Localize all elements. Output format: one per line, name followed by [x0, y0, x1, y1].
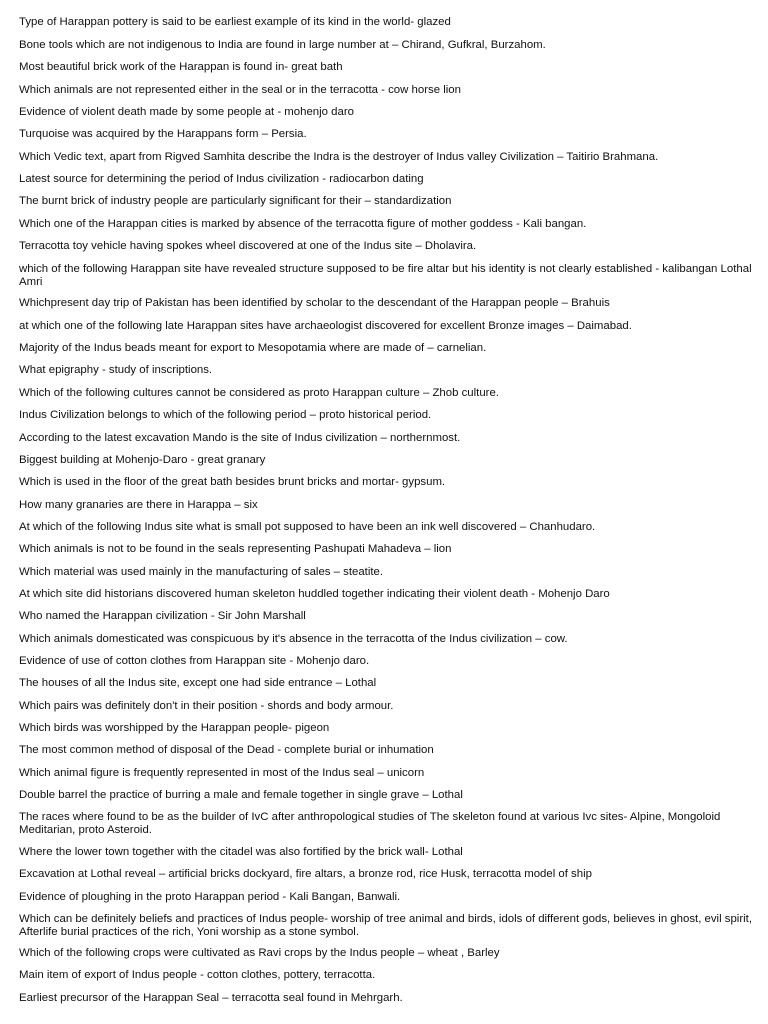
text-line: How many granaries are there in Harappa – six: [19, 499, 258, 511]
text-line: Which pairs was definitely don't in their position - shords and body armour.: [19, 700, 394, 712]
text-line: Which one of the Harappan cities is marked by absence of the terracotta figure of mother goddess - Kali bangan.: [19, 218, 587, 230]
text-line: Which can be definitely beliefs and practices of Indus people- worship of tree animal and birds, idols of different gods, believes in ghost, evil spirit, Afterlife burial practices of the rich, Yoni worship as a stone symbol.: [19, 913, 752, 938]
text-line: Terracotta toy vehicle having spokes wheel discovered at one of the Indus site – Dholavira.: [19, 240, 477, 252]
text-line: Indus Civilization belongs to which of the following period – proto historical period.: [19, 409, 432, 421]
text-line: What epigraphy - study of inscriptions.: [19, 364, 213, 376]
text-line: Which animals domesticated was conspicuous by it's absence in the terracotta of the Indus civilization – cow.: [19, 633, 568, 645]
text-line: Type of Harappan pottery is said to be earliest example of its kind in the world- glazed: [19, 16, 451, 28]
text-line: Where the lower town together with the citadel was also fortified by the brick wall- Lothal: [19, 846, 463, 858]
text-line: Double barrel the practice of burring a male and female together in single grave – Lothal: [19, 789, 463, 801]
text-line: The houses of all the Indus site, except one had side entrance – Lothal: [19, 677, 377, 689]
text-line: Whichpresent day trip of Pakistan has been identified by scholar to the descendant of the Harappan people – Brahuis: [19, 297, 610, 309]
text-line: Biggest building at Mohenjo-Daro - great granary: [19, 454, 266, 466]
text-line: Which birds was worshipped by the Harappan people- pigeon: [19, 722, 330, 734]
text-line: Evidence of use of cotton clothes from Harappan site - Mohenjo daro.: [19, 655, 370, 667]
text-line: Evidence of violent death made by some people at - mohenjo daro: [19, 106, 354, 118]
text-line: Which Vedic text, apart from Rigved Samhita describe the Indra is the destroyer of Indus valley Civilization – Taitirio Brahmana.: [19, 151, 659, 163]
text-line: Excavation at Lothal reveal – artificial bricks dockyard, fire altars, a bronze rod, rice Husk, terracotta model of ship: [19, 868, 592, 880]
text-line: Which animal figure is frequently represented in most of the Indus seal – unicorn: [19, 767, 425, 779]
text-line: Evidence of ploughing in the proto Harappan period - Kali Bangan, Banwali.: [19, 891, 401, 903]
text-line: Who named the Harappan civilization - Sir John Marshall: [19, 610, 306, 622]
text-line: The burnt brick of industry people are particularly significant for their – standardization: [19, 195, 452, 207]
text-line: Majority of the Indus beads meant for export to Mesopotamia where are made of – carnelian.: [19, 342, 487, 354]
text-line: at which one of the following late Harappan sites have archaeologist discovered for excellent Bronze images – Daimabad.: [19, 320, 632, 332]
text-line: which of the following Harappan site have revealed structure supposed to be fire altar but his identity is not clearly established - kalibangan Lothal Amri: [19, 263, 752, 288]
text-line: Most beautiful brick work of the Harappan is found in- great bath: [19, 61, 343, 73]
text-line: Which animals is not to be found in the seals representing Pashupati Mahadeva – lion: [19, 543, 452, 555]
text-line: Which of the following crops were cultivated as Ravi crops by the Indus people – wheat , Barley: [19, 947, 500, 959]
text-line: Which is used in the floor of the great bath besides brunt bricks and mortar- gypsum.: [19, 476, 446, 488]
text-line: According to the latest excavation Mando is the site of Indus civilization – northernmost.: [19, 432, 461, 444]
text-line: Bone tools which are not indigenous to India are found in large number at – Chirand, Gufkral, Burzahom.: [19, 39, 546, 51]
text-line: Which material was used mainly in the manufacturing of sales – steatite.: [19, 566, 384, 578]
text-line: Main item of export of Indus people - cotton clothes, pottery, terracotta.: [19, 969, 376, 981]
text-line: At which of the following Indus site what is small pot supposed to have been an ink well discovered – Chanhudaro.: [19, 521, 596, 533]
text-line: Which of the following cultures cannot be considered as proto Harappan culture – Zhob culture.: [19, 387, 499, 399]
text-line: Latest source for determining the period of Indus civilization - radiocarbon dating: [19, 173, 424, 185]
text-line: Which animals are not represented either in the seal or in the terracotta - cow horse lion: [19, 84, 461, 96]
text-line: At which site did historians discovered human skeleton huddled together indicating their violent death - Mohenjo Daro: [19, 588, 610, 600]
text-line: Earliest precursor of the Harappan Seal – terracotta seal found in Mehrgarh.: [19, 992, 403, 1004]
text-line: Turquoise was acquired by the Harappans form – Persia.: [19, 128, 307, 140]
text-line: The most common method of disposal of the Dead - complete burial or inhumation: [19, 744, 434, 756]
text-line: The races where found to be as the builder of IvC after anthropological studies of The skeleton found at various Ivc sites- Alpine, Mongoloid Meditarian, proto Asteroid.: [19, 811, 721, 836]
